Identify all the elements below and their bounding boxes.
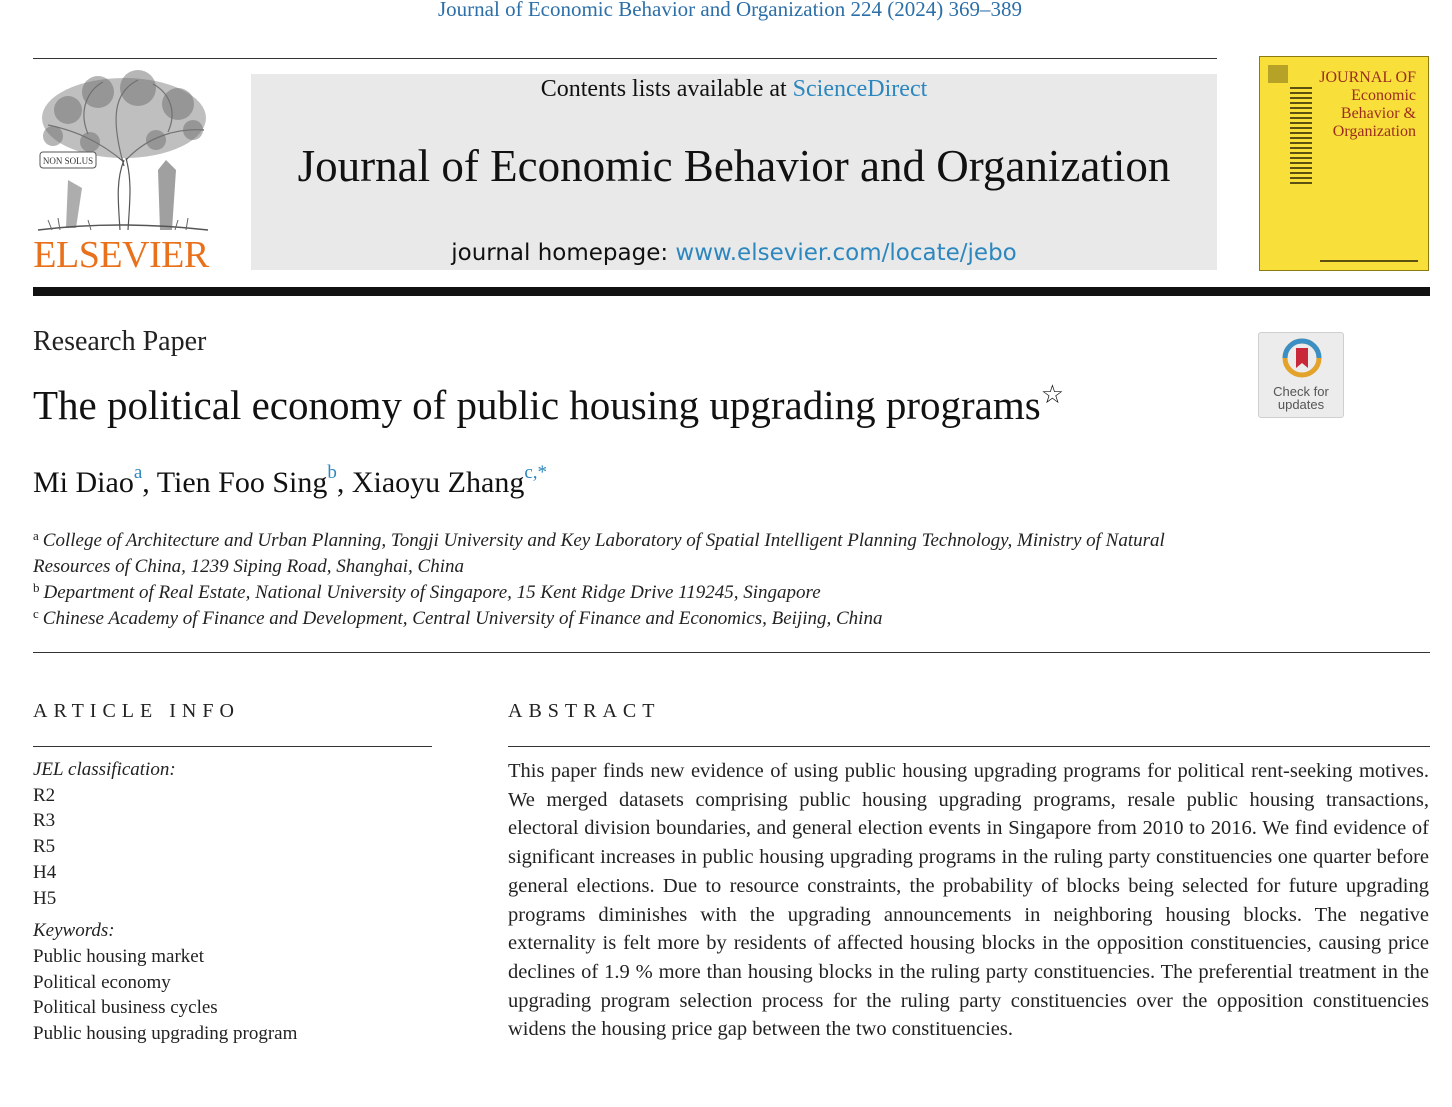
check-for-updates-button[interactable]: Check for updates: [1258, 332, 1344, 418]
top-divider: [33, 58, 1217, 59]
journal-banner: [251, 74, 1217, 270]
contents-line: Contents lists available at ScienceDirect: [540, 76, 928, 102]
jel-code: R3: [33, 810, 56, 832]
abstract-heading: ABSTRACT: [508, 700, 661, 722]
author-list: Mi Diao$^a$, Tien Foo Sing$^b$, Xiaoyu Zhang$^{c,*}$: [33, 462, 548, 499]
sciencedirect-link[interactable]: ScienceDirect: [792, 76, 928, 102]
jel-label: JEL classification:: [33, 759, 176, 780]
author-affiliation-link[interactable]: a: [133, 462, 143, 483]
article-info-heading: ARTICLE INFO: [33, 700, 240, 722]
jel-code: R2: [33, 784, 56, 806]
paper-title: The political economy of public housing upgrading programs☆: [33, 380, 1065, 428]
paper-type: Research Paper: [33, 326, 207, 357]
cover-title: JOURNAL OF Economic Behavior & Organization: [1319, 69, 1416, 140]
homepage-line: journal homepage: www.elsevier.com/locate/jebo: [451, 240, 1017, 266]
journal-homepage-link[interactable]: www.elsevier.com/locate/jebo: [675, 240, 1017, 266]
keyword: Public housing upgrading program: [33, 1023, 298, 1045]
keyword: Public housing market: [33, 945, 204, 967]
keyword: Political business cycles: [33, 997, 218, 1019]
abstract-text: This paper finds new evidence of using public housing upgrading programs for political rent-seeking motives. We merged datasets comprising public housing upgrading programs, resale public housing transactions, electoral division boundaries, and general election events in Singapore from 2010 to 2016. We find evidence of significant increases in public housing upgrading programs in the ruling party constituencies one quarter before general elections. Due to resource constraints, the probability of blocks being selected for future upgrading programs diminishes with the upgrading announcements in neighboring housing blocks. The negative externality is felt more by residents of affected housing blocks in the opposition constituencies, causing price declines of 1.9 % more than housing blocks in the ruling party constituencies. The preferential treatment in the upgrading program selection process for the ruling party constituencies over the opposition constituencies widens the housing price gap between the two constituencies.: [508, 760, 1429, 1041]
journal-citation[interactable]: Journal of Economic Behavior and Organization 224 (2024) 369–389: [438, 0, 1022, 21]
author-affiliation-link[interactable]: b: [327, 462, 337, 483]
affiliation-c: $^c$ Chinese Academy of Finance and Development, Central University of Finance and Economics, Beijing, China: [33, 606, 883, 629]
elsevier-logo: [28, 70, 214, 270]
elsevier-tree-icon: [28, 70, 214, 270]
affiliation-b: $^b$ Department of Real Estate, National University of Singapore, 15 Kent Ridge Drive 119245, Singapore: [33, 580, 821, 603]
affiliation-a: $^a$ College of Architecture and Urban Planning, Tongji University and Key Laboratory of Spatial Intelligent Planning Technology, Ministry of Natural Resources of China, 1239 Siping Road, Shanghai, China: [33, 528, 1165, 577]
keywords-label: Keywords:: [33, 920, 115, 942]
header-thick-divider: [33, 287, 1430, 296]
journal-name: Journal of Economic Behavior and Organization: [297, 141, 1171, 191]
svg-text:NON SOLUS: NON SOLUS: [42, 156, 94, 166]
author-name[interactable]: Tien Foo Sing: [156, 466, 328, 499]
check-updates-icon: [1282, 338, 1322, 378]
jel-code: H4: [33, 861, 57, 883]
jel-code: R5: [33, 836, 56, 858]
journal-cover-thumbnail[interactable]: [1259, 56, 1429, 271]
elsevier-wordmark: ELSEVIER: [33, 234, 209, 270]
title-footnote-star[interactable]: ☆: [1040, 380, 1065, 409]
elsevier-mini-logo-icon: [1266, 63, 1290, 85]
jel-code: H5: [33, 887, 57, 909]
author-name[interactable]: Mi Diao: [33, 466, 134, 499]
article-info-panel: [33, 757, 432, 1047]
cover-contents-lines: [1290, 87, 1312, 187]
author-name[interactable]: Xiaoyu Zhang: [351, 466, 525, 499]
keyword: Political economy: [33, 971, 171, 993]
author-affiliation-link[interactable]: c,*: [524, 462, 548, 483]
section-divider: [33, 652, 1430, 653]
